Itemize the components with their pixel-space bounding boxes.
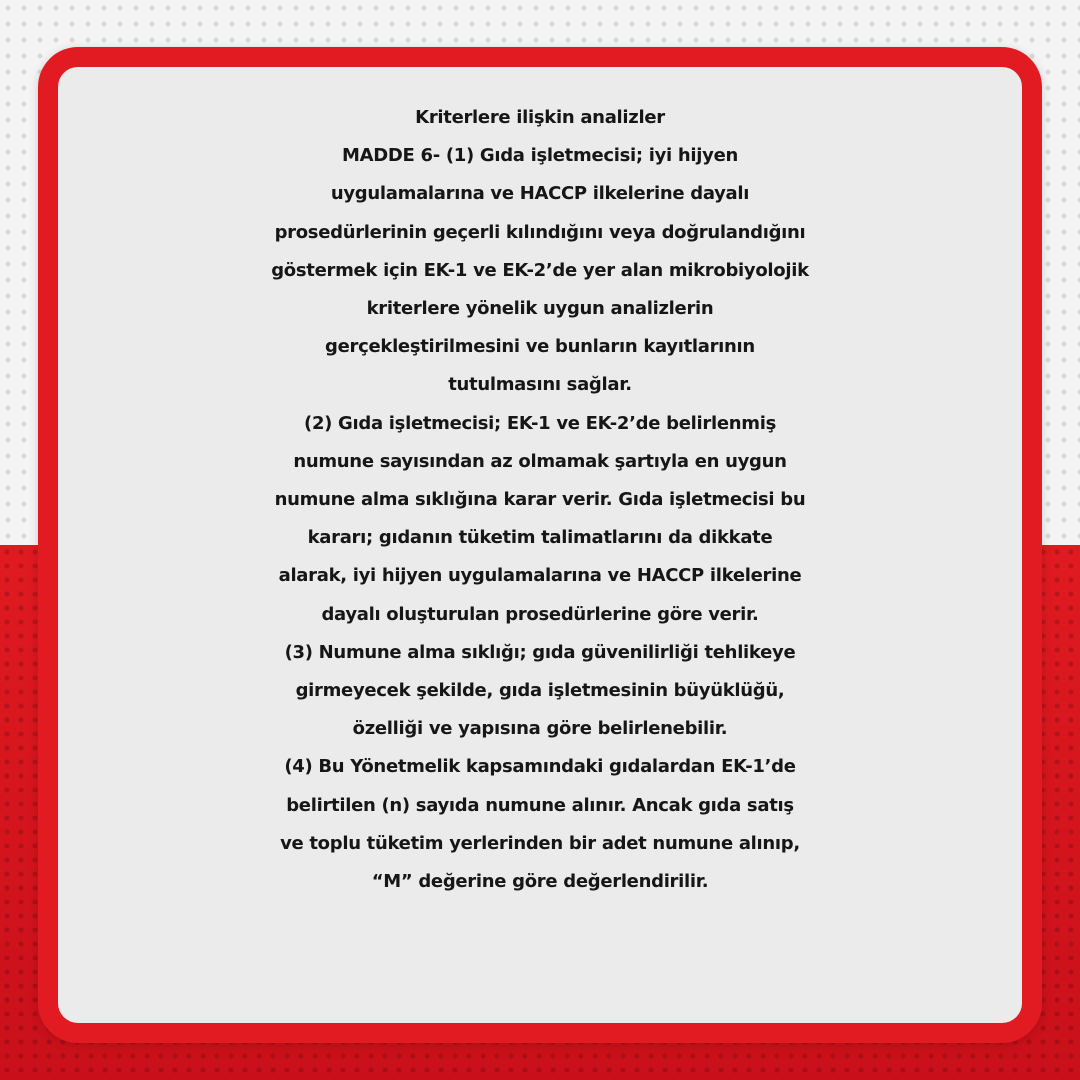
text-line: numune alma sıklığına karar verir. Gıda işletmecisi bu <box>274 489 806 511</box>
text-line: belirtilen (n) sayıda numune alınır. Ancak gıda satış <box>286 794 794 816</box>
text-line: tutulmasını sağlar. <box>448 374 632 396</box>
text-line: girmeyecek şekilde, gıda işletmesinin büyüklüğü, <box>295 680 785 702</box>
text-line: (4) Bu Yönetmelik kapsamındaki gıdalardan EK-1’de <box>284 756 796 778</box>
text-line: ve toplu tüketim yerlerinden bir adet numune alınıp, <box>280 832 800 854</box>
text-line: alarak, iyi hijyen uygulamalarına ve HACCP ilkelerine <box>278 565 802 587</box>
text-line: numune sayısından az olmamak şartıyla en uygun <box>293 450 787 472</box>
text-line-title: Kriterlere ilişkin analizler <box>415 107 665 128</box>
text-line: MADDE 6- (1) Gıda işletmecisi; iyi hijyen <box>341 145 738 167</box>
text-line: kararı; gıdanın tüketim talimatlarını da dikkate <box>307 527 773 549</box>
text-line: uygulamalarına ve HACCP ilkelerine dayalı <box>330 183 750 205</box>
text-line: göstermek için EK-1 ve EK-2’de yer alan mikrobiyolojik <box>271 259 809 281</box>
text-line: (3) Numune alma sıklığı; gıda güvenilirliği tehlikeye <box>284 641 796 663</box>
text-card <box>38 47 1042 1043</box>
text-line: özelliği ve yapısına göre belirlenebilir. <box>352 718 728 740</box>
regulation-text <box>58 99 1022 901</box>
text-line: dayalı oluşturulan prosedürlerine göre verir. <box>321 603 759 625</box>
text-line: kriterlere yönelik uygun analizlerin <box>366 298 714 320</box>
text-line: “M” değerine göre değerlendirilir. <box>371 871 709 893</box>
text-line: gerçekleştirilmesini ve bunların kayıtlarının <box>325 336 755 358</box>
text-line: (2) Gıda işletmecisi; EK-1 ve EK-2’de belirlenmiş <box>304 412 776 434</box>
text-line: prosedürlerinin geçerli kılındığını veya doğrulandığını <box>274 221 806 243</box>
